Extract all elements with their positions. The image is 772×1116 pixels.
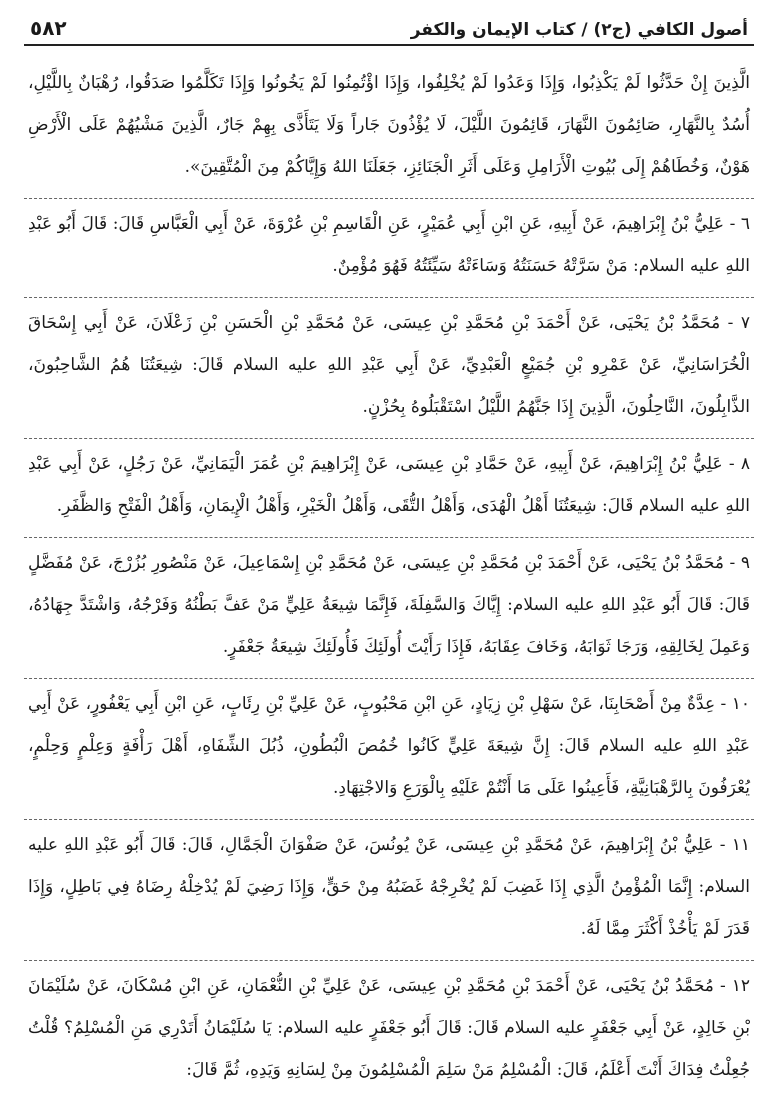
hadith-8: ٨ - عَلِيُّ بْنُ إِبْرَاهِيمَ، عَنْ أَبِيهِ، عَنْ حَمَّادِ بْنِ عِيسَى، عَنْ إِبْرَاهِيمَ بْنِ عُمَرَ الْيَمَانِيِّ، عَنْ رَجُلٍ، عَنْ أَبِي عَبْدِ اللهِ عليه السلام قَالَ: شِيعَتُنَا أَهْلُ الْهُدَى، وَأَهْلُ التُّقَى، وَأَهْلُ الْخَيْرِ، وَأَهْلُ الْإِيمَانِ، وَأَهْلُ الْفَتْحِ وَالظَّفَرِ.: [24, 443, 754, 538]
page-number: ٥٨٢: [30, 16, 67, 40]
hadith-7: ٧ - مُحَمَّدُ بْنُ يَحْيَى، عَنْ أَحْمَدَ بْنِ مُحَمَّدِ بْنِ عِيسَى، عَنْ مُحَمَّدِ بْنِ الْحَسَنِ بْنِ زَعْلَانَ، عَنْ أَبِي إِسْحَاقَ الْخُرَاسَانِيِّ، عَنْ عَمْرِو بْنِ جُمَيْعٍ الْعَبْدِيِّ، عَنْ أَبِي عَبْدِ اللهِ عليه السلام قَالَ: شِيعَتُنَا هُمُ الشَّاحِبُونَ، الذَّابِلُونَ، النَّاحِلُونَ، الَّذِينَ إِذَا جَنَّهُمُ اللَّيْلُ اسْتَقْبَلُوهُ بِحُزْنٍ.: [24, 302, 754, 439]
hadith-10: ١٠ - عِدَّةٌ مِنْ أَصْحَابِنَا، عَنْ سَهْلِ بْنِ زِيَادٍ، عَنِ ابْنِ مَحْبُوبٍ، عَنْ عَلِيِّ بْنِ رِئَابٍ، عَنِ ابْنِ أَبِي يَعْفُورٍ، عَنْ أَبِي عَبْدِ اللهِ عليه السلام قَالَ: إِنَّ شِيعَةَ عَلِيٍّ كَانُوا خُمُصَ الْبُطُونِ، ذُبُلَ الشِّفَاهِ، أَهْلَ رَأْفَةٍ وَعِلْمٍ وَحِلْمٍ، يُعْرَفُونَ بِالرَّهْبَانِيَّةِ، فَأَعِينُوا عَلَى مَا أَنْتُمْ عَلَيْهِ بِالْوَرَعِ وَالاجْتِهَادِ.: [24, 683, 754, 820]
page-body: [24, 46, 754, 1101]
hadith-11: ١١ - عَلِيُّ بْنُ إِبْرَاهِيمَ، عَنْ مُحَمَّدِ بْنِ عِيسَى، عَنْ يُونُسَ، عَنْ صَفْوَانَ الْجَمَّالِ، قَالَ: قَالَ أَبُو عَبْدِ اللهِ عليه السلام: إِنَّمَا الْمُؤْمِنُ الَّذِي إِذَا غَضِبَ لَمْ يُخْرِجْهُ غَضَبُهُ مِنْ حَقٍّ، وَإِذَا رَضِيَ لَمْ يُدْخِلْهُ رِضَاهُ فِي بَاطِلٍ، وَإِذَا قَدَرَ لَمْ يَأْخُذْ أَكْثَرَ مِمَّا لَهُ.: [24, 824, 754, 961]
page-header: [24, 0, 754, 46]
hadith-6: ٦ - عَلِيُّ بْنُ إِبْرَاهِيمَ، عَنْ أَبِيهِ، عَنِ ابْنِ أَبِي عُمَيْرٍ، عَنِ الْقَاسِمِ بْنِ عُرْوَةَ، عَنْ أَبِي الْعَبَّاسِ قَالَ: قَالَ أَبُو عَبْدِ اللهِ عليه السلام: مَنْ سَرَّتْهُ حَسَنَتُهُ وَسَاءَتْهُ سَيِّئَتُهُ فَهُوَ مُؤْمِنٌ.: [24, 203, 754, 298]
hadith-9: ٩ - مُحَمَّدُ بْنُ يَحْيَى، عَنْ أَحْمَدَ بْنِ مُحَمَّدِ بْنِ عِيسَى، عَنْ مُحَمَّدِ بْنِ إِسْمَاعِيلَ، عَنْ مَنْصُورِ بُزُرْجَ، عَنْ مُفَضَّلٍ قَالَ: قَالَ أَبُو عَبْدِ اللهِ عليه السلام: إِيَّاكَ وَالسَّفِلَةَ، فَإِنَّمَا شِيعَةُ عَلِيٍّ مَنْ عَفَّ بَطْنُهُ وَفَرْجُهُ، وَاشْتَدَّ جِهَادُهُ، وَعَمِلَ لِخَالِقِهِ، وَرَجَا ثَوَابَهُ، وَخَافَ عِقَابَهُ، فَإِذَا رَأَيْتَ أُولَئِكَ فَأُولَئِكَ شِيعَةُ جَعْفَرٍ.: [24, 542, 754, 679]
running-title: أصول الكافي (ج٢) / كتاب الإيمان والكفر: [410, 20, 748, 40]
paragraph-continuation: الَّذِينَ إِنْ حَدَّثُوا لَمْ يَكْذِبُوا، وَإِذَا وَعَدُوا لَمْ يُخْلِفُوا، وَإِذَا اؤْتُمِنُوا لَمْ يَخُونُوا وَإِذَا تَكَلَّمُوا صَدَقُوا، رُهْبَانٌ بِاللَّيْلِ، أُسُدٌ بِالنَّهَارِ، صَائِمُونَ النَّهَارَ، قَائِمُونَ اللَّيْلَ، لَا يُؤْذُونَ جَاراً وَلَا يَتَأَذَّى بِهِمْ جَارٌ، الَّذِينَ مَشْيُهُمْ عَلَى الْأَرْضِ هَوْنٌ، وَخُطَاهُمْ إِلَى بُيُوتِ الْأَرَامِلِ وَعَلَى أَثَرِ الْجَنَائِزِ، جَعَلَنَا اللهُ وَإِيَّاكُمْ مِنَ الْمُتَّقِينَ».: [24, 62, 754, 199]
hadith-12: ١٢ - مُحَمَّدُ بْنُ يَحْيَى، عَنْ أَحْمَدَ بْنِ مُحَمَّدِ بْنِ عِيسَى، عَنْ عَلِيِّ بْنِ النُّعْمَانِ، عَنِ ابْنِ مُسْكَانَ، عَنْ سُلَيْمَانَ بْنِ خَالِدٍ، عَنْ أَبِي جَعْفَرٍ عليه السلام قَالَ: قَالَ أَبُو جَعْفَرٍ عليه السلام: يَا سُلَيْمَانُ أَتَدْرِي مَنِ الْمُسْلِمُ؟ قُلْتُ جُعِلْتُ فِدَاكَ أَنْتَ أَعْلَمُ، قَالَ: الْمُسْلِمُ مَنْ سَلِمَ الْمُسْلِمُونَ مِنْ لِسَانِهِ وَيَدِهِ، ثُمَّ قَالَ:: [28, 976, 750, 1080]
